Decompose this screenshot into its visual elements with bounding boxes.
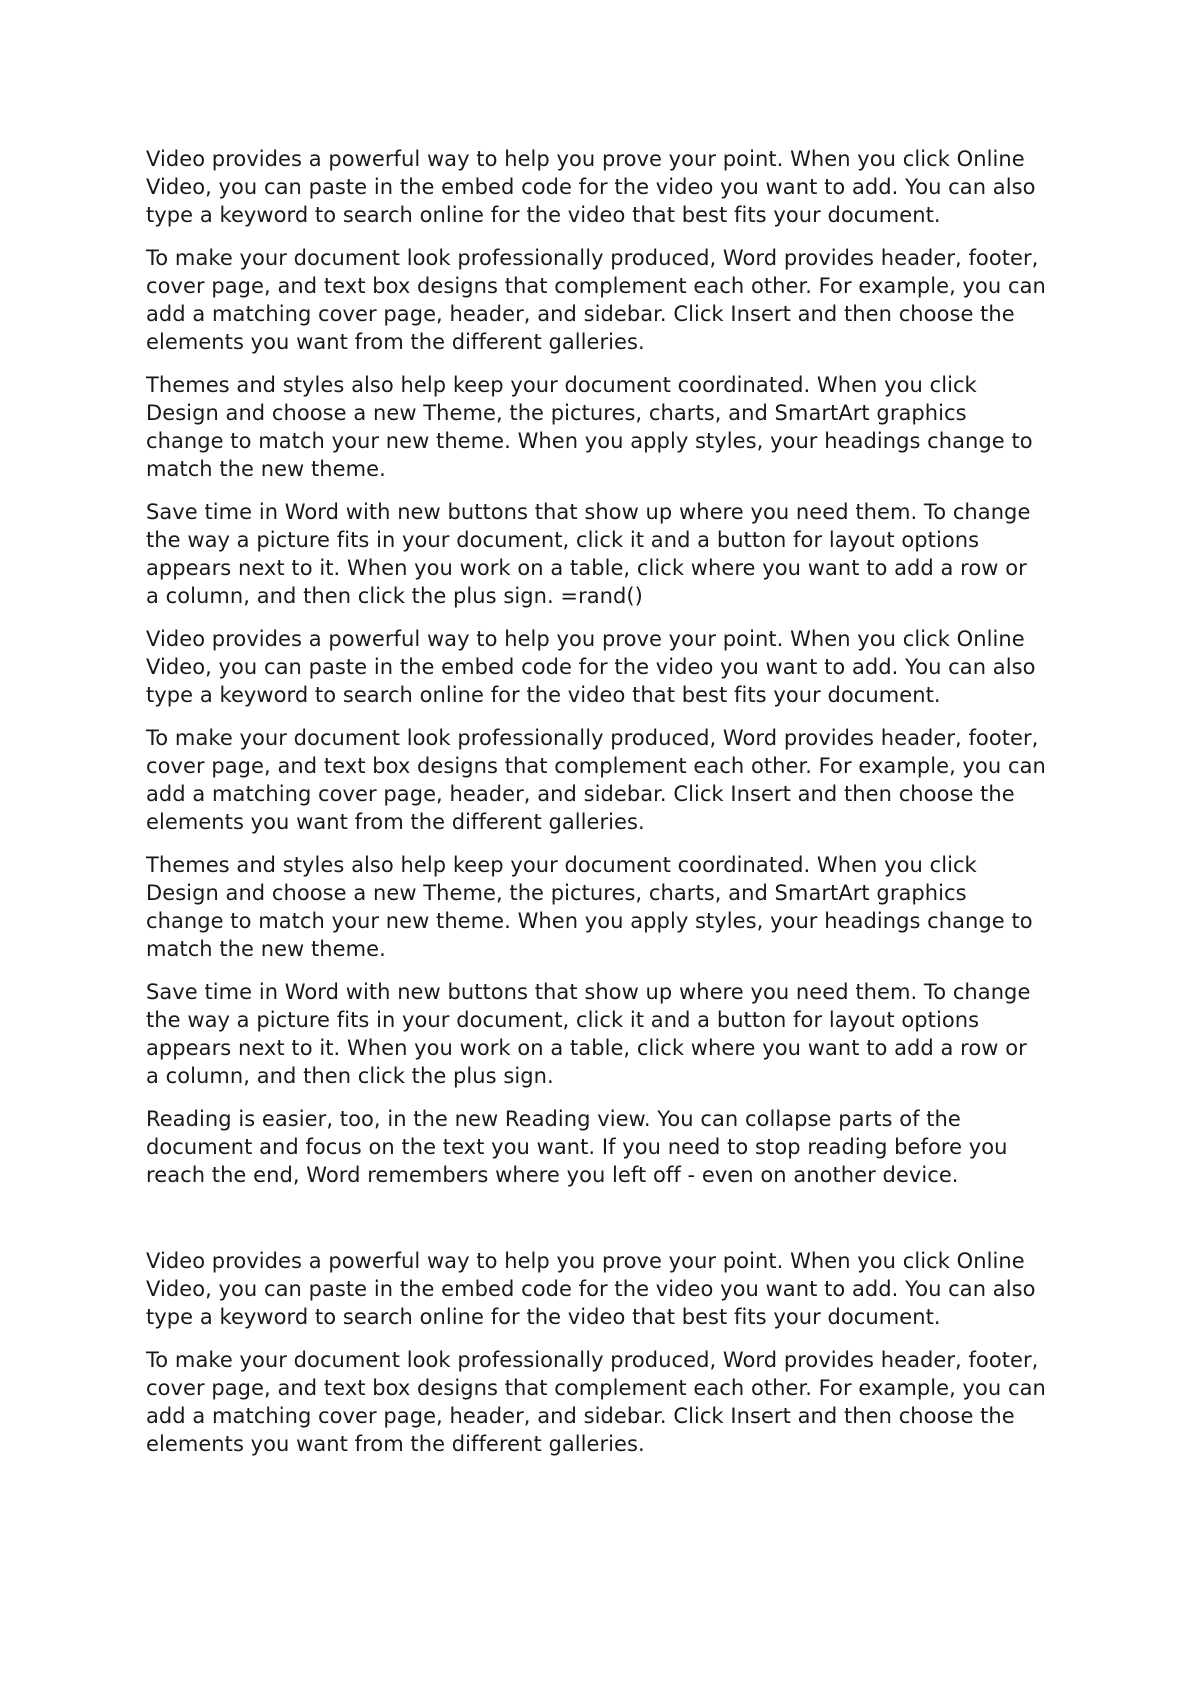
paragraph: Save time in Word with new buttons that show up where you need them. To change the way a picture fits in your document, click it and a button for layout options appears next to it. When you work on a table, click where you want to add a row or a column, and then click the plus sign.: [146, 980, 1031, 1088]
document-body: [146, 145, 1076, 1473]
paragraph: Video provides a powerful way to help you prove your point. When you click Online Video, you can paste in the embed code for the video you want to add. You can also type a keyword to search online for the video that best fits your document.: [146, 147, 1036, 227]
paragraph: Video provides a powerful way to help you prove your point. When you click Online Video, you can paste in the embed code for the video you want to add. You can also type a keyword to search online for the video that best fits your document.: [146, 1249, 1036, 1329]
paragraph: To make your document look professionally produced, Word provides header, footer, cover page, and text box designs that complement each other. For example, you can add a matching cover page, header, and sidebar. Click Insert and then choose the elements you want from the different galleries.: [146, 726, 1046, 834]
paragraph: Reading is easier, too, in the new Reading view. You can collapse parts of the document and focus on the text you want. If you need to stop reading before you reach the end, Word remembers where you left off - even on another device.: [146, 1107, 1008, 1187]
paragraph: To make your document look professionally produced, Word provides header, footer, cover page, and text box designs that complement each other. For example, you can add a matching cover page, header, and sidebar. Click Insert and then choose the elements you want from the different galleries.: [146, 246, 1046, 354]
paragraph: Themes and styles also help keep your document coordinated. When you click Design and choose a new Theme, the pictures, charts, and SmartArt graphics change to match your new theme. When you apply styles, your headings change to match the new theme.: [146, 853, 1033, 961]
paragraph: To make your document look professionally produced, Word provides header, footer, cover page, and text box designs that complement each other. For example, you can add a matching cover page, header, and sidebar. Click Insert and then choose the elements you want from the different galleries.: [146, 1348, 1046, 1456]
paragraph: Video provides a powerful way to help you prove your point. When you click Online Video, you can paste in the embed code for the video you want to add. You can also type a keyword to search online for the video that best fits your document.: [146, 627, 1036, 707]
paragraph: Themes and styles also help keep your document coordinated. When you click Design and choose a new Theme, the pictures, charts, and SmartArt graphics change to match your new theme. When you apply styles, your headings change to match the new theme.: [146, 373, 1033, 481]
paragraph: Save time in Word with new buttons that show up where you need them. To change the way a picture fits in your document, click it and a button for layout options appears next to it. When you work on a table, click where you want to add a row or a column, and then click the plus sign. =rand(): [146, 500, 1031, 608]
